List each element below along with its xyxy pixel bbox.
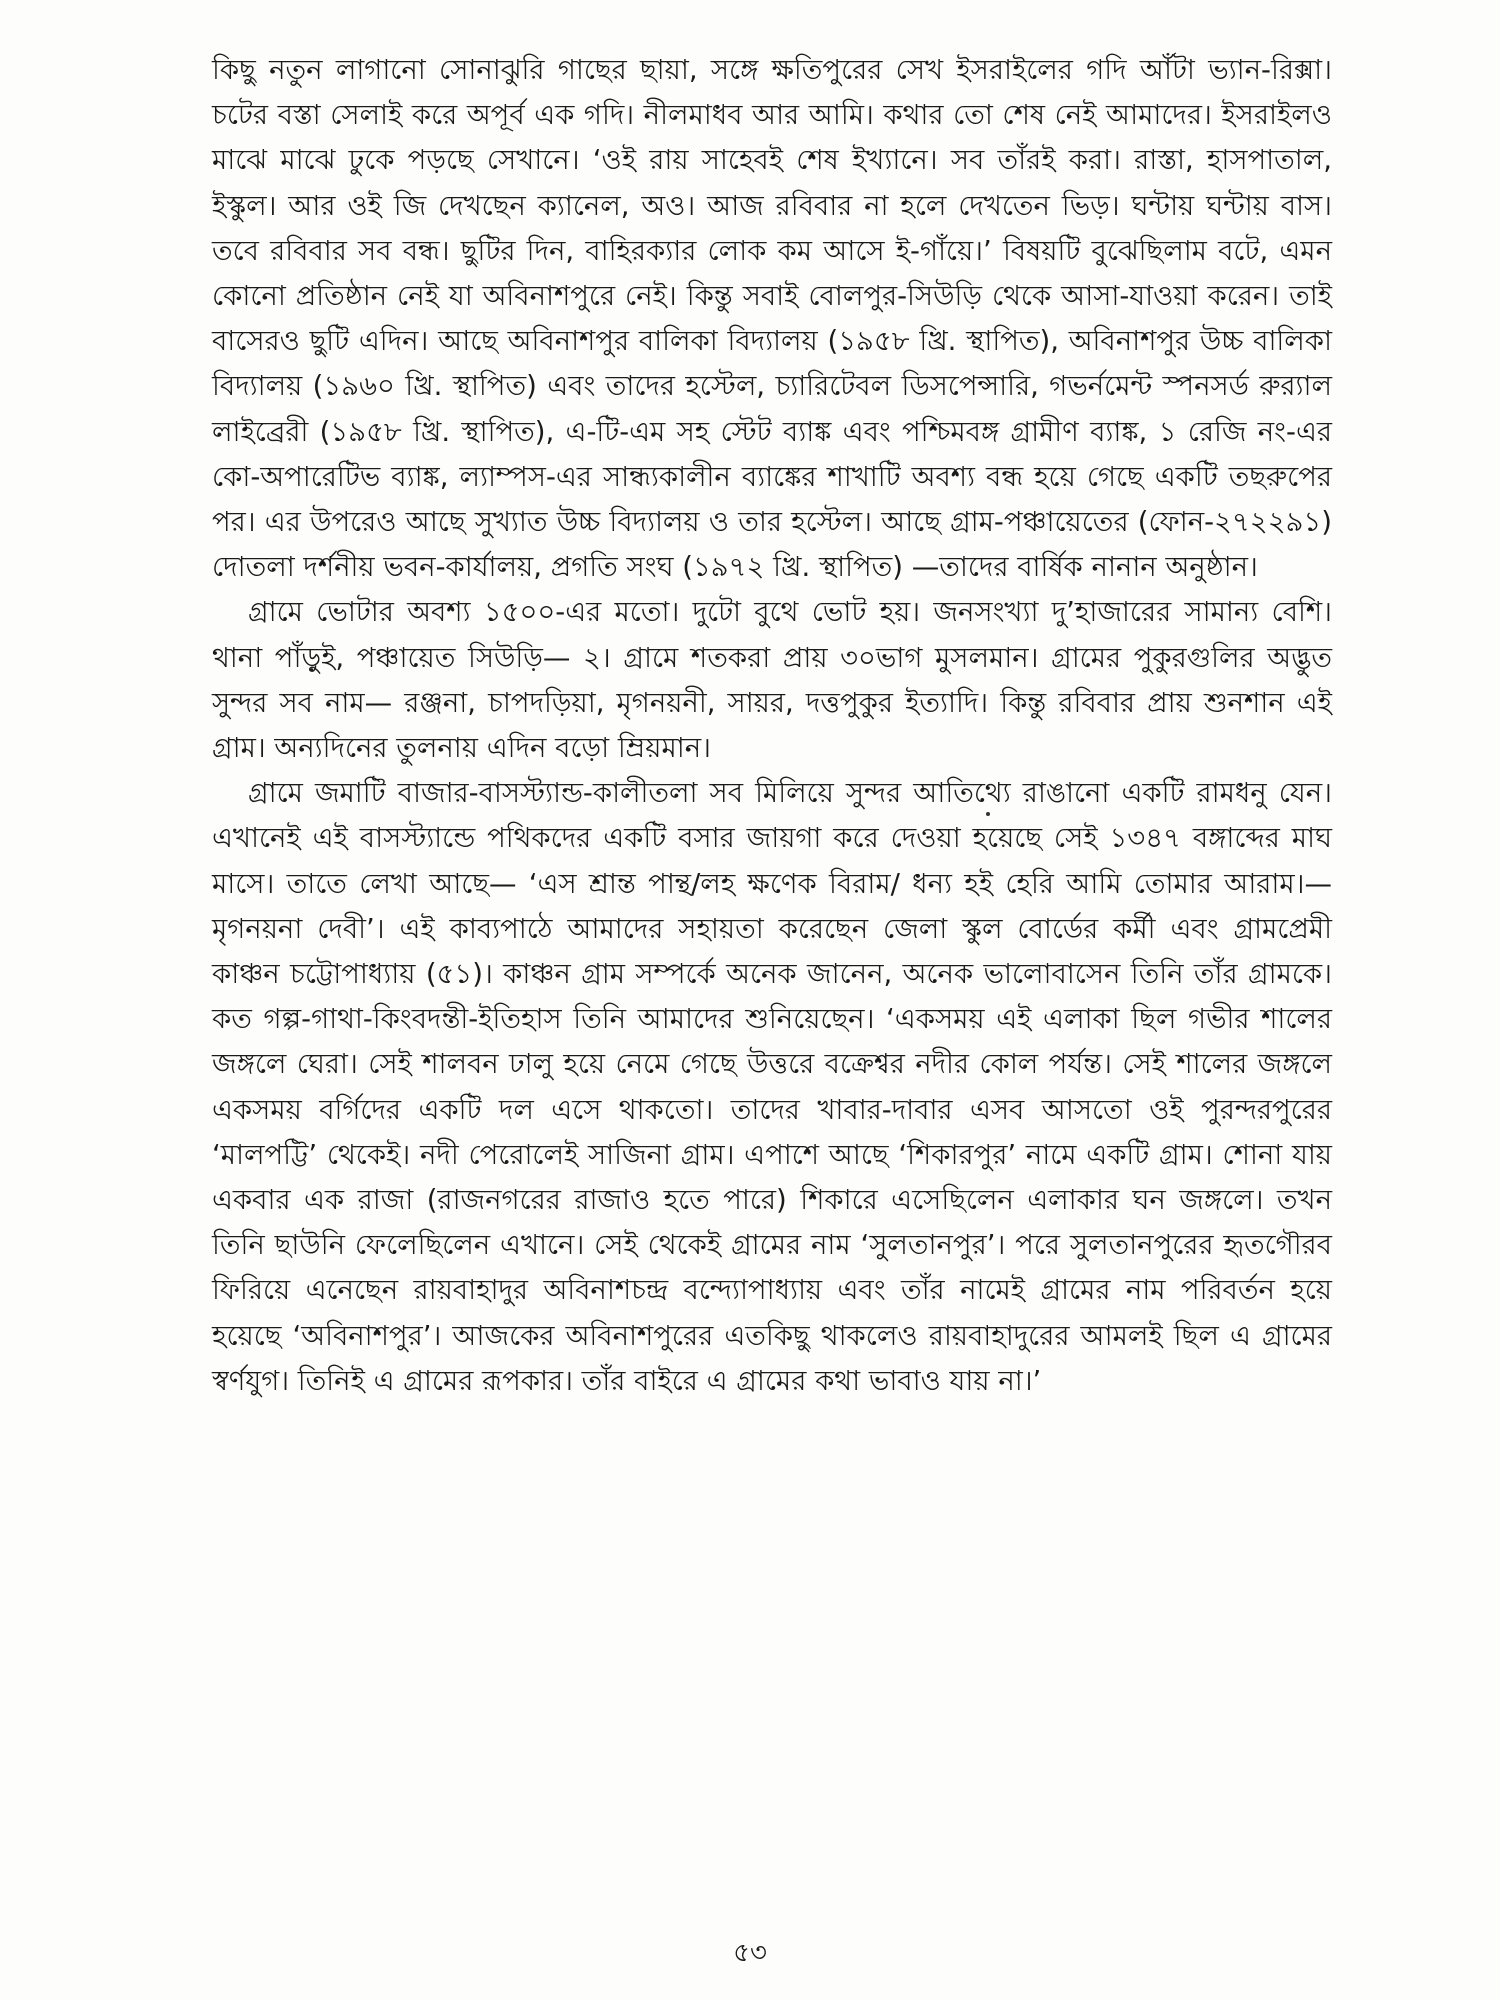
page-number: ৫৩ — [733, 1938, 767, 1968]
paragraph: গ্রামে জমাটি বাজার-বাসস্ট্যান্ড-কালীতলা সব মিলিয়ে সুন্দর আতিথ্যে রাঙানো একটি রামধনু যেন। এখানেই এই বাসস্ট্যান্ডে পথিকদের একটি বসার জায়গা করে দেওয়া হয়েছে সেই ১৩৪৭ বঙ্গাব্দের মাঘ মাসে। তাতে লেখা আছে— ‘এস শ্রান্ত পান্থ/লহ ক্ষণেক বিরাম/ ধন্য হই হেরি আমি তোমার আরাম।—মৃগনয়না দেবী’। এই কাব্যপাঠে আমাদের সহায়তা করেছেন জেলা স্কুল বোর্ডের কর্মী এবং গ্রামপ্রেমী কাঞ্চন চট্টোপাধ্যায় (৫১)। কাঞ্চন গ্রাম সম্পর্কে অনেক জানেন, অনেক ভালোবাসেন তিনি তাঁর গ্রামকে। কত গল্প-গাথা-কিংবদন্তী-ইতিহাস তিনি আমাদের শুনিয়েছেন। ‘একসময় এই এলাকা ছিল গভীর শালের জঙ্গলে ঘেরা। সেই শালবন ঢালু হয়ে নেমে গেছে উত্তরে বক্রেশ্বর নদীর কোল পর্যন্ত। সেই শালের জঙ্গলে একসময় বর্গিদের একটি দল এসে থাকতো। তাদের খাবার-দাবার এসব আসতো ওই পুরন্দরপুরের ‘মালপট্টি’ থেকেই। নদী পেরোলেই সাজিনা গ্রাম। এপাশে আছে ‘শিকারপুর’ নামে একটি গ্রাম। শোনা যায় একবার এক রাজা (রাজনগরের রাজাও হতে পারে) শিকারে এসেছিলেন এলাকার ঘন জঙ্গলে। তখন তিনি ছাউনি ফেলেছিলেন এখানে। সেই থেকেই গ্রামের নাম ‘সুলতানপুর’। পরে সুলতানপুরের হৃতগৌরব ফিরিয়ে এনেছেন রায়বাহাদুর অবিনাশচন্দ্র বন্দ্যোপাধ্যায় এবং তাঁর নামেই গ্রামের নাম পরিবর্তন হয়ে হয়েছে ‘অবিনাশপুর’। আজকের অবিনাশপুরের এতকিছু থাকলেও রায়বাহাদুরের আমলই ছিল এ গ্রামের স্বর্ণযুগ। তিনিই এ গ্রামের রূপকার। তাঁর বাইরে এ গ্রামের কথা ভাবাও যায় না।’ — [212, 777, 1332, 1397]
paragraph: কিছু নতুন লাগানো সোনাঝুরি গাছের ছায়া, সঙ্গে ক্ষতিপুরের সেখ ইসরাইলের গদি আঁটা ভ্যান-রিক্সা। চটের বস্তা সেলাই করে অপূর্ব এক গদি। নীলমাধব আর আমি। কথার তো শেষ নেই আমাদের। ইসরাইলও মাঝে মাঝে ঢুকে পড়ছে সেখানে। ‘ওই রায় সাহেবই শেষ ইখ্যানে। সব তাঁরই করা। রাস্তা, হাসপাতাল, ইস্কুল। আর ওই জি দেখছেন ক্যানেল, অও। আজ রবিবার না হলে দেখতেন ভিড়। ঘন্টায় ঘন্টায় বাস। তবে রবিবার সব বন্ধ। ছুটির দিন, বাহিরক্যার লোক কম আসে ই-গাঁয়ে।’ বিষয়টি বুঝেছিলাম বটে, এমন কোনো প্রতিষ্ঠান নেই যা অবিনাশপুরে নেই। কিন্তু সবাই বোলপুর-সিউড়ি থেকে আসা-যাওয়া করেন। তাই বাসেরও ছুটি এদিন। আছে অবিনাশপুর বালিকা বিদ্যালয় (১৯৫৮ খ্রি. স্থাপিত), অবিনাশপুর উচ্চ বালিকা বিদ্যালয় (১৯৬০ খ্রি. স্থাপিত) এবং তাদের হস্টেল, চ্যারিটেবল ডিসপেন্সারি, গভর্নমেন্ট স্পনসর্ড রুর‍্যাল লাইব্রেরী (১৯৫৮ খ্রি. স্থাপিত), এ-টি-এম সহ স্টেট ব্যাঙ্ক এবং পশ্চিমবঙ্গ গ্রামীণ ব্যাঙ্ক, ১ রেজি নং-এর কো-অপারেটিভ ব্যাঙ্ক, ল্যাম্পস-এর সান্ধ্যকালীন ব্যাঙ্কের শাখাটি অবশ্য বন্ধ হয়ে গেছে একটি তছরুপের পর। এর উপরেও আছে সুখ্যাত উচ্চ বিদ্যালয় ও তার হস্টেল। আছে গ্রাম-পঞ্চায়েতের (ফোন-২৭২২৯১) দোতলা দর্শনীয় ভবন-কার্যালয়, প্রগতি সংঘ (১৯৭২ খ্রি. স্থাপিত) —তাদের বার্ষিক নানান অনুষ্ঠান। — [212, 54, 1332, 584]
body-text — [212, 48, 1332, 1404]
print-speck — [986, 812, 990, 816]
paragraph: গ্রামে ভোটার অবশ্য ১৫০০-এর মতো। দুটো বুথে ভোট হয়। জনসংখ্যা দু’হাজারের সামান্য বেশি। থানা পাঁড়ুই, পঞ্চায়েত সিউড়ি— ২। গ্রামে শতকরা প্রায় ৩০ভাগ মুসলমান। গ্রামের পুকুরগুলির অদ্ভুত সুন্দর সব নাম— রঞ্জনা, চাপদড়িয়া, মৃগনয়নী, সায়র, দত্তপুকুর ইত্যাদি। কিন্তু রবিবার প্রায় শুনশান এই গ্রাম। অন্যদিনের তুলনায় এদিন বড়ো ম্রিয়মান। — [212, 596, 1332, 765]
